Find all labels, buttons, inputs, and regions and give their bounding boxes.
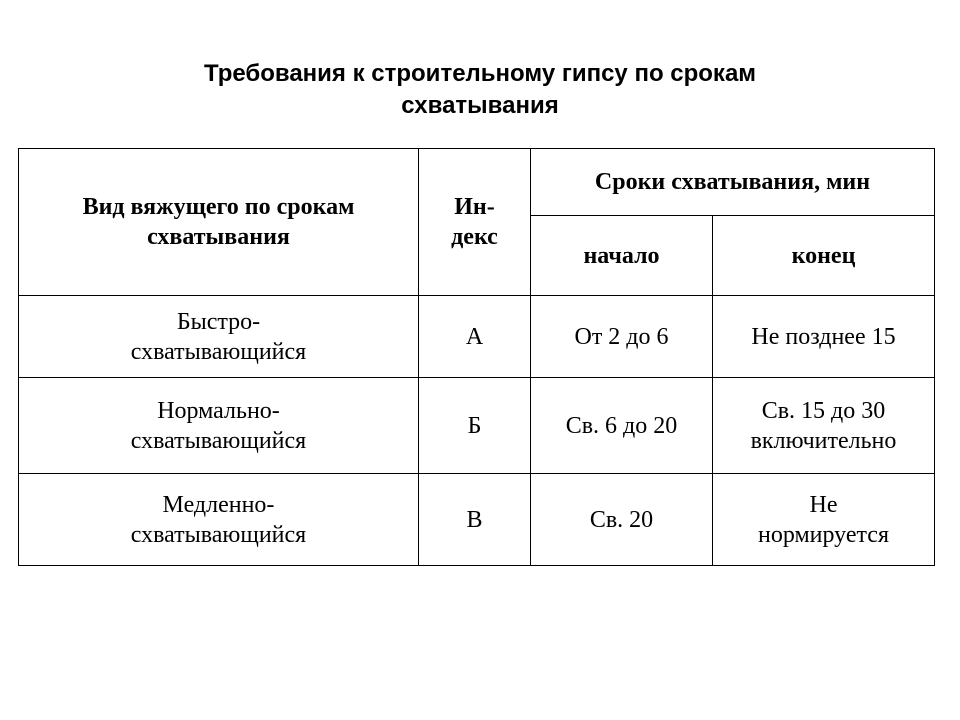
header-end: конец bbox=[713, 216, 935, 296]
table-row bbox=[19, 474, 935, 566]
cell-end: Св. 15 до 30 включительно bbox=[713, 378, 935, 474]
header-binder-type: Вид вяжущего по срокам схватывания bbox=[19, 149, 419, 296]
header-start: начало bbox=[531, 216, 713, 296]
page-title-line-2: схватывания bbox=[401, 92, 559, 119]
cell-start: Св. 6 до 20 bbox=[531, 378, 713, 474]
table-row bbox=[19, 378, 935, 474]
page-title-line-1: Требования к строительному гипсу по срокам bbox=[203, 60, 757, 87]
cell-end: Не нормируется bbox=[713, 474, 935, 566]
setting-time-table bbox=[18, 148, 935, 566]
page-title bbox=[0, 58, 960, 122]
cell-index: Б bbox=[419, 378, 531, 474]
header-setting-time: Сроки схватывания, мин bbox=[531, 149, 935, 216]
cell-binder-type: Медленно- схватывающийся bbox=[19, 474, 419, 566]
cell-index: А bbox=[419, 296, 531, 378]
cell-start: Св. 20 bbox=[531, 474, 713, 566]
cell-binder-type: Нормально- схватывающийся bbox=[19, 378, 419, 474]
table-row bbox=[19, 296, 935, 378]
cell-index: В bbox=[419, 474, 531, 566]
cell-start: От 2 до 6 bbox=[531, 296, 713, 378]
cell-end: Не позднее 15 bbox=[713, 296, 935, 378]
header-index: Ин- декс bbox=[419, 149, 531, 296]
cell-binder-type: Быстро- схватывающийся bbox=[19, 296, 419, 378]
